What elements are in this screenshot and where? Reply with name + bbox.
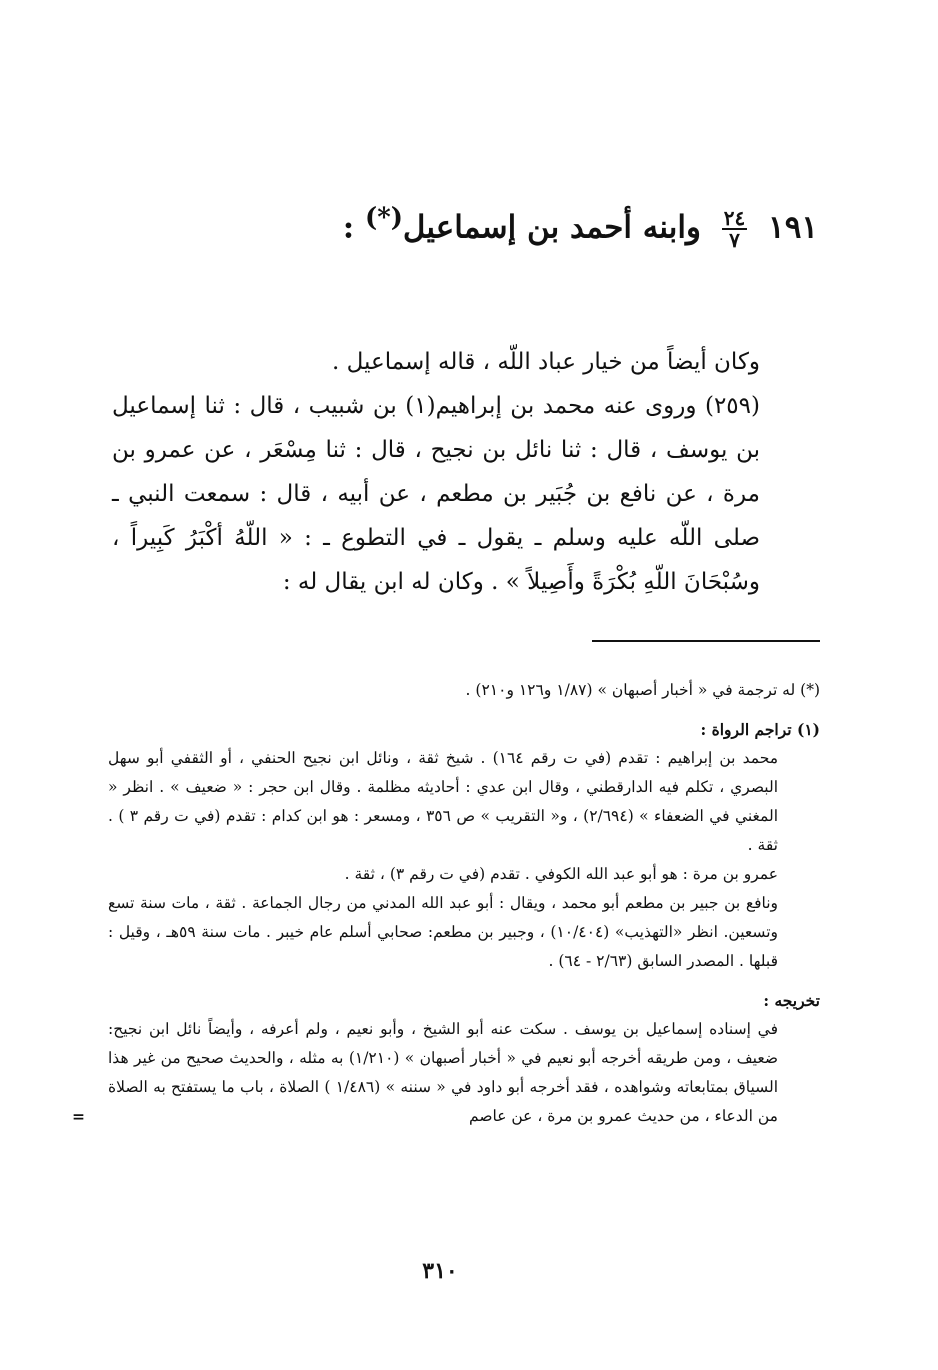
takhrij-paragraph <box>72 1015 820 1131</box>
reference-fraction <box>722 205 747 252</box>
footnote-1-header: (١) تراجم الرواة : <box>700 720 820 739</box>
footnote-1-paragraph-2: عمرو بن مرة : هو أبو عبد الله الكوفي . تقدم (في ت رقم ٣) ، ثقة . <box>344 865 778 883</box>
fraction-numerator: ٢٤ <box>723 205 746 230</box>
page-number: ٣١٠ <box>422 1258 458 1284</box>
takhrij-header: تخريجه : <box>763 991 820 1010</box>
entry-title: وابنه أحمد بن إسماعيل <box>402 209 701 246</box>
heading-colon: : <box>342 209 365 246</box>
footnote-1-paragraph-3: ونافع بن جبير بن مطعم أبو محمد ، ويقال : أبو عبد الله المدني من رجال الجماعة . ثقة ، مات سنة تسع وتسعين. انظر «التهذيب» (١٠/٤٠٤) ، وجبير بن مطعم: صحابي أسلم عام خيبر . مات سنة ٥٩هـ ، وقيل : قبلها . المصدر السابق (٢/٦٣ - ٦٤) . <box>108 894 778 970</box>
continuation-mark: = <box>72 1107 85 1126</box>
footnote-separator <box>592 640 820 642</box>
main-line-1: وكان أيضاً من خيار عباد اللّه ، قاله إسماعيل . <box>332 349 760 375</box>
fraction-denominator: ٧ <box>729 227 740 252</box>
footnote-star: (*) له ترجمة في « أخبار أصبهان » (١/٨٧ و١٢٦ و٢١٠) . <box>465 681 820 699</box>
footnote-1-paragraph-1: محمد بن إبراهيم : تقدم (في ت رقم ١٦٤) . شيخ ثقة ، ونائل ابن نجيح الحنفي ، أو الثقفي أبو سهل البصري ، تكلم فيه الدارقطني ، وقال ابن عدي : أحاديثه مظلمة . وقال ابن حجر : « ضعيف » . انظر « المغني في الضعفاء » (٢/٦٩٤) ، و« التقريب » ص ٣٥٦ ، ومسعر : هو ابن كدام : تقدم (في ت رقم ٣ ) . ثقة . <box>108 749 779 854</box>
takhrij-text: في إسناده إسماعيل بن يوسف . سكت عنه أبو الشيخ ، وأبو نعيم ، ولم أعرفه ، وأيضاً نائل ابن نجيح: ضعيف ، ومن طريقه أخرجه أبو نعيم في « أخبار أصبهان » (١/٢١٠) به مثله ، والحديث صحيح من غير هذا السياق بمتابعاته وشواهده ، فقد أخرجه أبو داود في « سننه » (١/٤٨٦ ) الصلاة ، باب ما يستفتح به الصلاة من الدعاء ، من حديث عمرو بن مرة ، عن عاصم <box>108 1020 779 1125</box>
footnotes <box>72 676 820 1131</box>
entry-number: ١٩١ <box>768 209 818 246</box>
footnote-marker-star: (*) <box>364 203 403 233</box>
entry-heading <box>118 188 818 257</box>
main-text <box>112 340 820 604</box>
main-paragraph-259: (٢٥٩) وروى عنه محمد بن إبراهيم(١) بن شبيب ، قال : ثنا إسماعيل بن يوسف ، قال : ثنا نائل بن نجيح ، قال : ثنا مِسْعَر ، عن عمرو بن مرة ، عن نافع بن جُبَير بن مطعم ، عن أبيه ، قال : سمعت النبي ـ صلى اللّه عليه وسلم ـ يقول ـ في التطوع ـ : « اللّهُ أكْبَرُ كَبِيراً ، وسُبْحَانَ اللّهِ بُكْرَةً وأَصِيلاً » . وكان له ابن يقال له : <box>112 393 760 595</box>
